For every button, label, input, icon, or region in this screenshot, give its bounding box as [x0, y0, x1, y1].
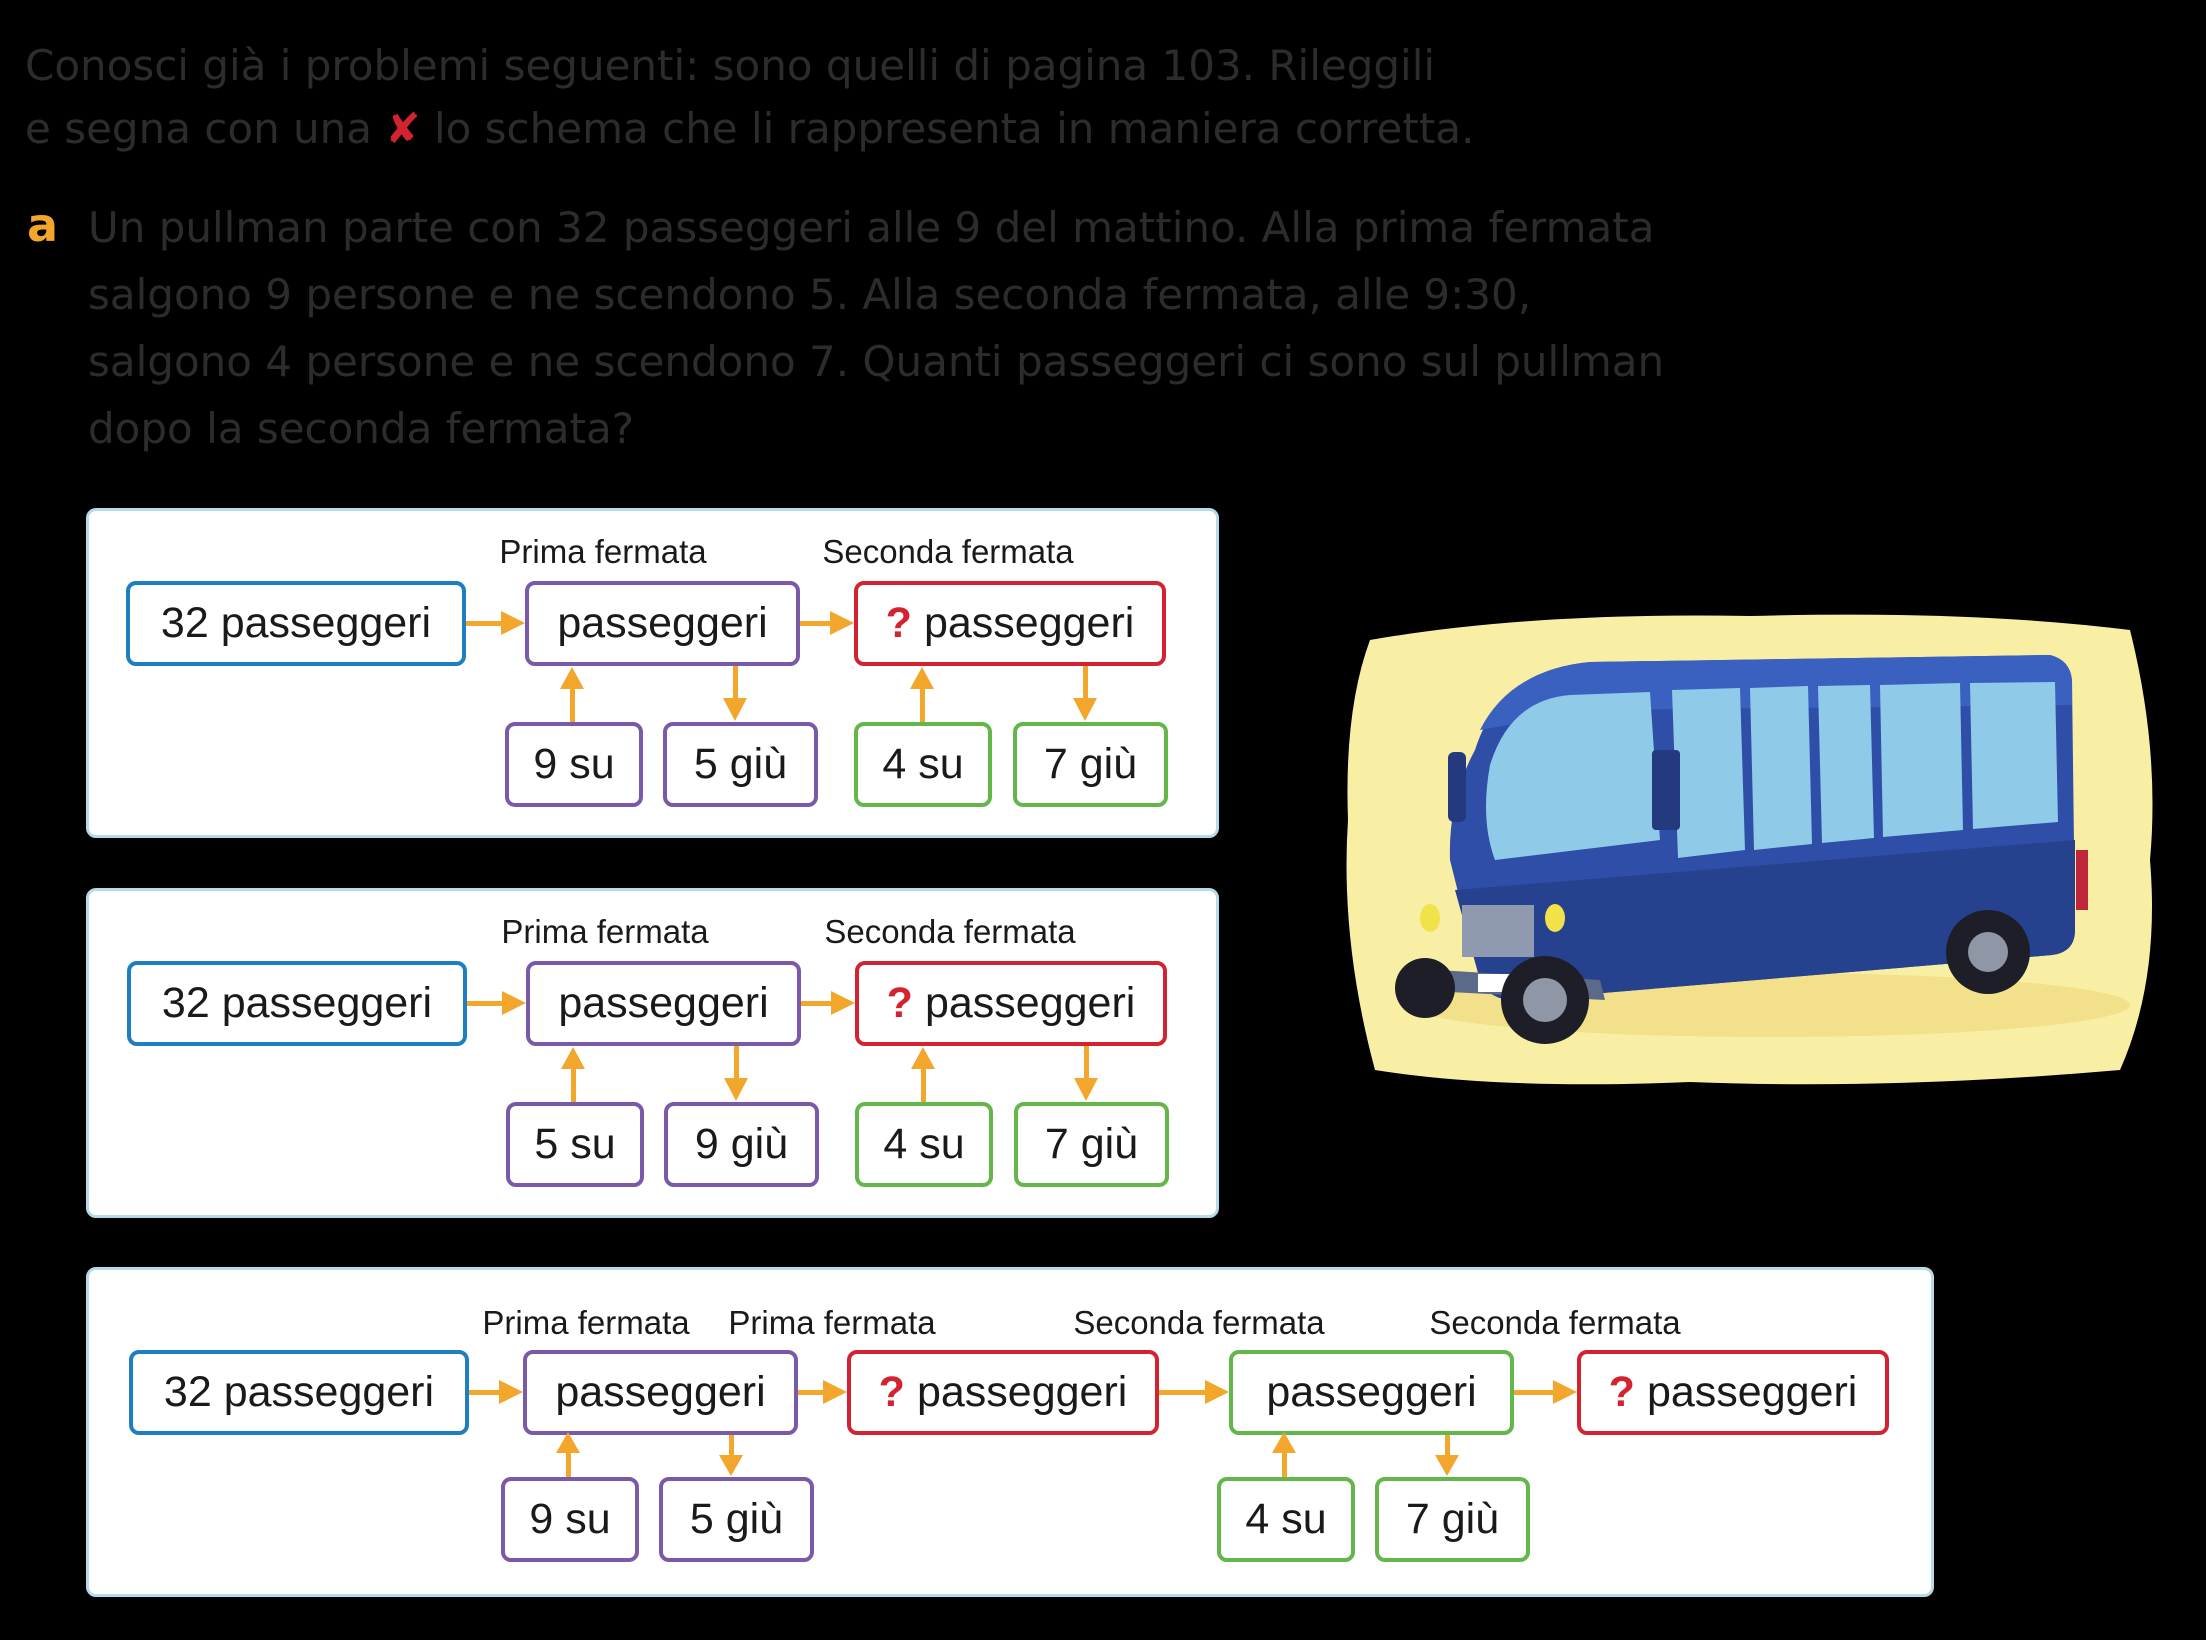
task-letter: a [27, 198, 59, 252]
unknown-box-label: passeggeri [923, 599, 1135, 647]
instruction-line-2-end: lo schema che li rappresenta in maniera corretta. [433, 104, 1475, 153]
boarding-box: 4 su [854, 722, 992, 807]
first-stop-label: Prima fermata [728, 1304, 936, 1341]
alighting-box: 7 giù [1375, 1477, 1530, 1562]
scheme-option-2[interactable] [86, 888, 1219, 1218]
alighting-box: 7 giù [1014, 1102, 1169, 1187]
bus-illustration [1330, 600, 2170, 1100]
question-mark-icon: ? [878, 1368, 905, 1416]
alighting-box: 9 giù [664, 1102, 819, 1187]
instructions [25, 34, 1474, 160]
question-mark-icon: ? [885, 599, 912, 647]
flow-arrows [89, 511, 1222, 841]
task-line: salgono 4 persone e ne scendono 7. Quanti passeggeri ci sono sul pullman [88, 337, 1665, 386]
instruction-line-1: Conosci già i problemi seguenti: sono quelli di pagina 103. Rileggili [25, 41, 1436, 90]
alighting-box: 7 giù [1013, 722, 1168, 807]
first-stop-label: Prima fermata [499, 533, 707, 570]
second-stop-label: Seconda fermata [1429, 1304, 1681, 1341]
question-mark-icon: ? [886, 979, 913, 1027]
alighting-box: 5 giù [663, 722, 818, 807]
scheme-option-3[interactable] [86, 1267, 1934, 1597]
instruction-line-2-start: e segna con una [25, 104, 373, 153]
boarding-box: 4 su [1217, 1477, 1355, 1562]
instruction-line-2 [25, 97, 1474, 160]
start-passengers-box: 32 passeggeri [127, 961, 467, 1046]
second-stop-label: Seconda fermata [822, 533, 1074, 570]
first-stop-box: passeggeri [525, 581, 800, 666]
first-stop-box: passeggeri [526, 961, 801, 1046]
flow-arrows [89, 891, 1222, 1221]
boarding-box: 9 su [501, 1477, 639, 1562]
first-stop-label: Prima fermata [482, 1304, 690, 1341]
task-line: Un pullman parte con 32 passeggeri alle 9 del mattino. Alla prima fermata [88, 203, 1655, 252]
start-passengers-box: 32 passeggeri [126, 581, 466, 666]
unknown-box-label: passeggeri [924, 979, 1136, 1027]
task-line: dopo la seconda fermata? [88, 404, 634, 453]
task-line: salgono 9 persone e ne scendono 5. Alla seconda fermata, alle 9:30, [88, 270, 1532, 319]
second-stop-box: passeggeri [1229, 1350, 1514, 1435]
unknown-box-label: passeggeri [1646, 1368, 1858, 1416]
question-mark-icon: ? [1608, 1368, 1635, 1416]
second-stop-label: Seconda fermata [1073, 1304, 1325, 1341]
second-stop-label: Seconda fermata [824, 913, 1076, 950]
first-stop-box: passeggeri [523, 1350, 798, 1435]
boarding-box: 9 su [505, 722, 643, 807]
scheme-option-1[interactable] [86, 508, 1219, 838]
task-text [88, 194, 1664, 462]
alighting-box: 5 giù [659, 1477, 814, 1562]
unknown-box-label: passeggeri [916, 1368, 1128, 1416]
x-mark-icon: ✘ [385, 104, 421, 153]
boarding-box: 5 su [506, 1102, 644, 1187]
boarding-box: 4 su [855, 1102, 993, 1187]
flow-arrows [89, 1270, 1937, 1600]
first-stop-label: Prima fermata [501, 913, 709, 950]
start-passengers-box: 32 passeggeri [129, 1350, 469, 1435]
